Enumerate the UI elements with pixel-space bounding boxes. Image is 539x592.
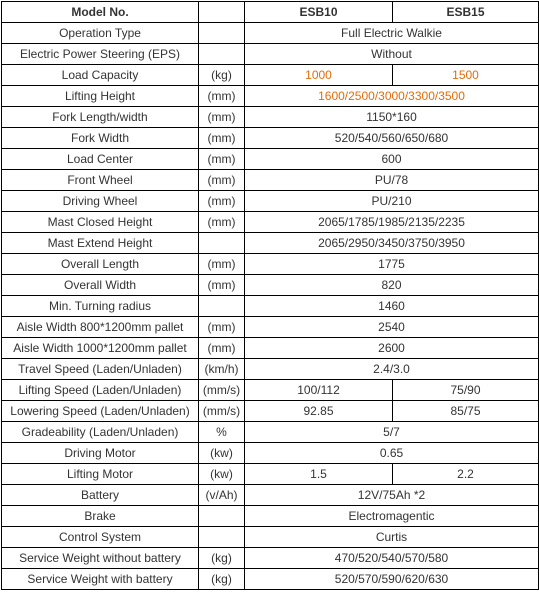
row-unit [199, 506, 245, 527]
table-row [2, 107, 539, 128]
row-unit [199, 23, 245, 44]
row-label: Control System [2, 527, 199, 548]
row-value-esb10: 1000 [245, 65, 393, 86]
row-unit [199, 527, 245, 548]
row-label: Travel Speed (Laden/Unladen) [2, 359, 199, 380]
row-value: PU/78 [245, 170, 539, 191]
row-label: Min. Turning radius [2, 296, 199, 317]
row-label: Fork Width [2, 128, 199, 149]
row-label: Operation Type [2, 23, 199, 44]
row-unit: (mm) [199, 170, 245, 191]
row-label: Battery [2, 485, 199, 506]
table-row [2, 548, 539, 569]
header-esb10: ESB10 [245, 2, 393, 23]
row-label: Brake [2, 506, 199, 527]
row-value-esb15: 1500 [393, 65, 539, 86]
table-row [2, 506, 539, 527]
row-label: Lifting Motor [2, 464, 199, 485]
row-unit: (kw) [199, 443, 245, 464]
row-unit: (mm) [199, 191, 245, 212]
row-unit: (mm) [199, 86, 245, 107]
row-value: 1460 [245, 296, 539, 317]
row-label: Gradeability (Laden/Unladen) [2, 422, 199, 443]
table-row [2, 569, 539, 590]
row-value: PU/210 [245, 191, 539, 212]
row-value: 2.4/3.0 [245, 359, 539, 380]
row-unit: (mm) [199, 275, 245, 296]
table-row [2, 254, 539, 275]
row-value-esb15: 85/75 [393, 401, 539, 422]
row-value: 1775 [245, 254, 539, 275]
row-value: 520/540/560/650/680 [245, 128, 539, 149]
table-row [2, 128, 539, 149]
row-label: Overall Width [2, 275, 199, 296]
table-row [2, 170, 539, 191]
row-label: Load Center [2, 149, 199, 170]
table-row [2, 401, 539, 422]
table-row [2, 65, 539, 86]
row-unit: (mm) [199, 212, 245, 233]
spec-table [1, 1, 539, 590]
row-value: Curtis [245, 527, 539, 548]
row-label: Aisle Width 800*1200mm pallet [2, 317, 199, 338]
row-label: Electric Power Steering (EPS) [2, 44, 199, 65]
row-label: Load Capacity [2, 65, 199, 86]
table-row [2, 317, 539, 338]
row-unit: (km/h) [199, 359, 245, 380]
row-unit [199, 296, 245, 317]
row-label: Lowering Speed (Laden/Unladen) [2, 401, 199, 422]
row-label: Mast Closed Height [2, 212, 199, 233]
row-value: 600 [245, 149, 539, 170]
row-label: Lifting Speed (Laden/Unladen) [2, 380, 199, 401]
row-unit: (mm) [199, 338, 245, 359]
row-value: 5/7 [245, 422, 539, 443]
row-unit: (mm/s) [199, 401, 245, 422]
row-label: Service Weight without battery [2, 548, 199, 569]
row-value-esb10: 100/112 [245, 380, 393, 401]
row-value-esb10: 92.85 [245, 401, 393, 422]
table-row [2, 44, 539, 65]
row-value: 2600 [245, 338, 539, 359]
table-row [2, 422, 539, 443]
row-label: Driving Wheel [2, 191, 199, 212]
row-value-esb15: 2.2 [393, 464, 539, 485]
row-unit: (kw) [199, 464, 245, 485]
row-value: 2540 [245, 317, 539, 338]
row-unit: (kg) [199, 569, 245, 590]
row-value: 2065/2950/3450/3750/3950 [245, 233, 539, 254]
table-row [2, 443, 539, 464]
header-unit [199, 2, 245, 23]
row-unit: (mm) [199, 317, 245, 338]
row-unit [199, 44, 245, 65]
row-unit: (v/Ah) [199, 485, 245, 506]
row-value-esb15: 75/90 [393, 380, 539, 401]
row-label: Driving Motor [2, 443, 199, 464]
table-row [2, 527, 539, 548]
table-row [2, 485, 539, 506]
row-value: 1150*160 [245, 107, 539, 128]
row-unit [199, 233, 245, 254]
table-row [2, 149, 539, 170]
row-label: Mast Extend Height [2, 233, 199, 254]
row-value: Electromagentic [245, 506, 539, 527]
row-unit: (mm) [199, 149, 245, 170]
table-row [2, 296, 539, 317]
row-unit: (mm/s) [199, 380, 245, 401]
header-model: Model No. [2, 2, 199, 23]
row-unit: (kg) [199, 65, 245, 86]
row-value: 820 [245, 275, 539, 296]
row-unit: (kg) [199, 548, 245, 569]
row-unit: (mm) [199, 128, 245, 149]
table-row [2, 338, 539, 359]
row-value: 12V/75Ah *2 [245, 485, 539, 506]
table-header-row [2, 2, 539, 23]
row-value: 470/520/540/570/580 [245, 548, 539, 569]
table-row [2, 212, 539, 233]
row-value: 1600/2500/3000/3300/3500 [245, 86, 539, 107]
row-label: Fork Length/width [2, 107, 199, 128]
row-value: Without [245, 44, 539, 65]
table-row [2, 86, 539, 107]
row-unit: (mm) [199, 254, 245, 275]
header-esb15: ESB15 [393, 2, 539, 23]
row-unit: % [199, 422, 245, 443]
row-label: Front Wheel [2, 170, 199, 191]
row-value: 0.65 [245, 443, 539, 464]
row-value: 520/570/590/620/630 [245, 569, 539, 590]
table-row [2, 464, 539, 485]
table-row [2, 233, 539, 254]
row-value: 2065/1785/1985/2135/2235 [245, 212, 539, 233]
table-row [2, 275, 539, 296]
table-row [2, 23, 539, 44]
row-value-esb10: 1.5 [245, 464, 393, 485]
table-row [2, 191, 539, 212]
row-label: Overall Length [2, 254, 199, 275]
row-label: Lifting Height [2, 86, 199, 107]
table-row [2, 380, 539, 401]
row-label: Aisle Width 1000*1200mm pallet [2, 338, 199, 359]
row-value: Full Electric Walkie [245, 23, 539, 44]
row-unit: (mm) [199, 107, 245, 128]
table-row [2, 359, 539, 380]
row-label: Service Weight with battery [2, 569, 199, 590]
